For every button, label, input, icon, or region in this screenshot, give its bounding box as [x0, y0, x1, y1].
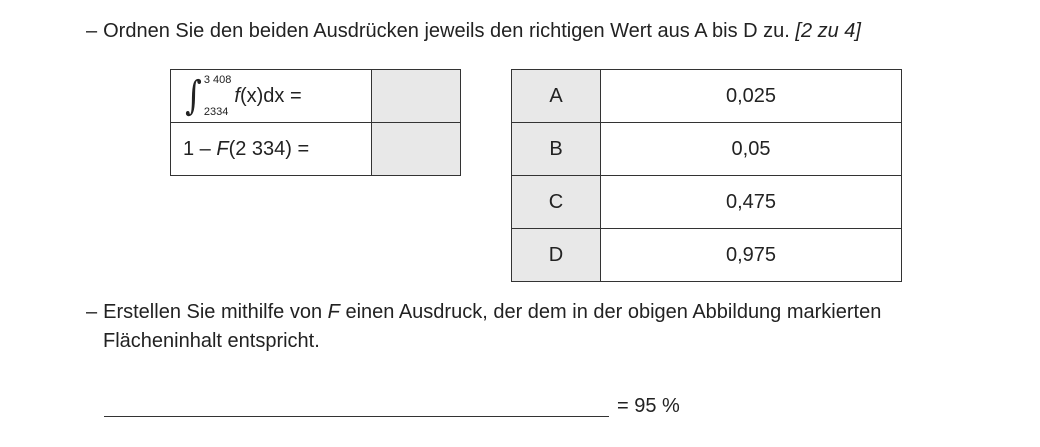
integral-sign: ∫ [185, 73, 202, 119]
integral-expression [171, 70, 372, 123]
option-row-b [512, 123, 902, 176]
expression-table [170, 69, 461, 176]
option-value: 0,025 [601, 70, 902, 123]
task-2-text-before: Erstellen Sie mithilfe von [103, 301, 328, 323]
complement-expression [171, 123, 372, 176]
complement-answer-box[interactable] [372, 123, 461, 176]
task-1-dash: – [86, 20, 98, 42]
option-value: 0,475 [601, 176, 902, 229]
integral-lower-limit: 2334 [203, 106, 229, 118]
expression-row-integral [171, 70, 461, 123]
integral-function: f [234, 84, 240, 107]
complement-argument: (2 334) = [228, 137, 310, 160]
answer-blank-line[interactable] [104, 416, 609, 417]
task-1-instruction [86, 17, 861, 46]
option-row-d [512, 229, 902, 282]
answer-result: = 95 % [617, 395, 680, 417]
task-2-text-after: einen Ausdruck, der dem in der obigen Abbildung markierten [339, 301, 882, 323]
complement-function: F [216, 137, 229, 160]
option-value: 0,975 [601, 229, 902, 282]
task-2-instruction [86, 298, 881, 356]
option-row-a [512, 70, 902, 123]
task-1-text: Ordnen Sie den beiden Ausdrücken jeweils den richtigen Wert aus A bis D zu. [103, 20, 790, 42]
integral-answer-box[interactable] [372, 70, 461, 123]
task-2-variable: F [327, 301, 340, 323]
task-1-points: [2 zu 4] [795, 20, 861, 42]
option-letter: B [512, 123, 601, 176]
task-2-dash: – [86, 301, 98, 323]
option-value: 0,05 [601, 123, 902, 176]
integral-formula [183, 74, 302, 118]
expression-row-complement [171, 123, 461, 176]
option-letter: A [512, 70, 601, 123]
options-table [511, 69, 902, 282]
integral-limits [204, 74, 232, 118]
integral-differential: dx = [263, 84, 302, 107]
task-2-continuation: Flächeninhalt entspricht. [103, 330, 320, 352]
option-row-c [512, 176, 902, 229]
integral-argument: (x) [239, 84, 264, 107]
option-letter: C [512, 176, 601, 229]
option-letter: D [512, 229, 601, 282]
complement-prefix: 1 – [183, 137, 217, 160]
integral-upper-limit: 3 408 [203, 74, 232, 86]
